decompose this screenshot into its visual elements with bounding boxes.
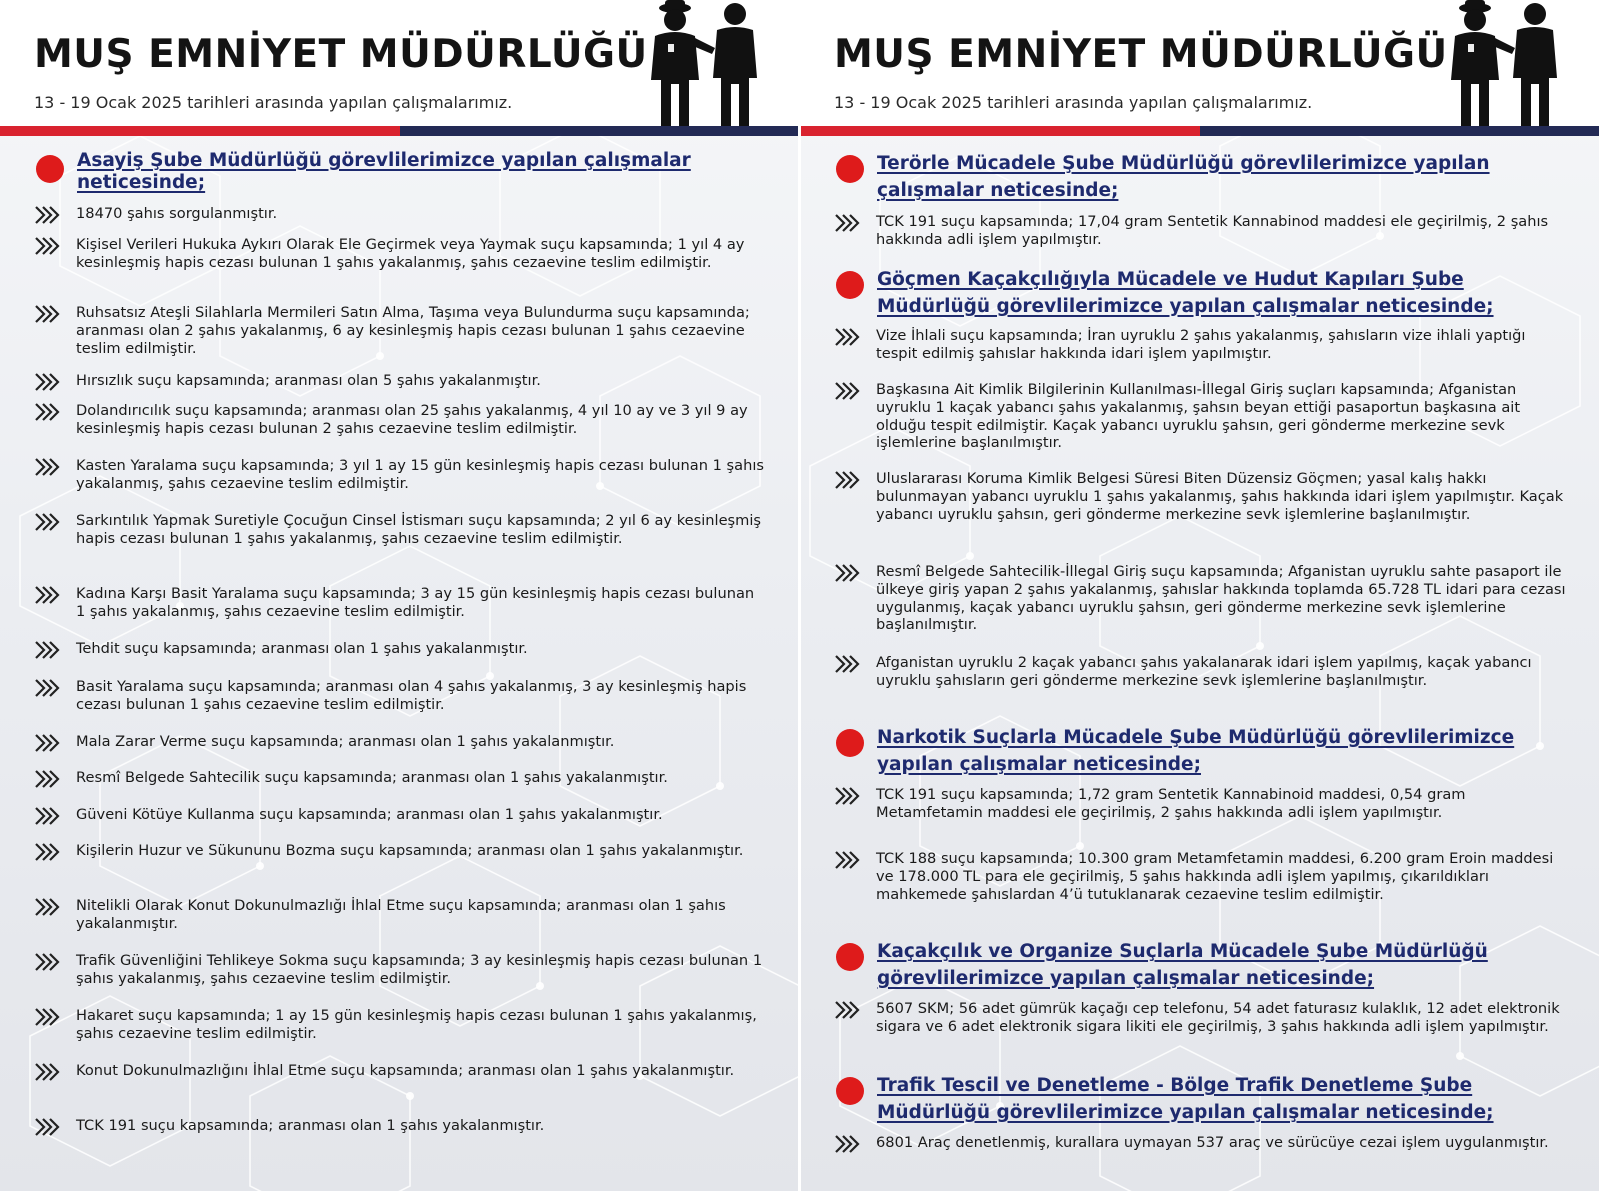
- header-subtitle: 13 - 19 Ocak 2025 tarihleri arasında yapılan çalışmalarımız.: [34, 93, 513, 112]
- double-chevron-icon: [34, 641, 66, 659]
- double-chevron-icon: [834, 851, 866, 869]
- police-officers-icon: [645, 0, 765, 126]
- red-dot-icon: [836, 729, 864, 757]
- header-stripe: [800, 126, 1599, 136]
- red-dot-icon: [836, 943, 864, 971]
- item-text: Güveni Kötüye Kullanma suçu kapsamında; aranması olan 1 şahıs yakalanmıştır.: [76, 806, 663, 823]
- section-title: Asayiş Şube Müdürlüğü görevlilerimizce yapılan çalışmalar neticesinde;: [77, 150, 691, 193]
- double-chevron-icon: [834, 564, 866, 582]
- double-chevron-icon: [34, 898, 66, 916]
- double-chevron-icon: [34, 513, 66, 531]
- double-chevron-icon: [34, 403, 66, 421]
- item-text: TCK 188 suçu kapsamında; 10.300 gram Metamfetamin maddesi, 6.200 gram Eroin maddesi ve 178.000 TL para ele geçirilmiş, 5 şahıs hakkında adli işlem yapılmış, çıkarıldıkları mahkemede şahıslardan 4’ü tutuklanarak cezaevine teslim edilmiştir.: [876, 850, 1554, 903]
- double-chevron-icon: [834, 471, 866, 489]
- item-text: Kişilerin Huzur ve Sükununu Bozma suçu kapsamında; aranması olan 1 şahıs yakalanmıştır.: [76, 842, 744, 859]
- police-officers-icon: [1445, 0, 1565, 126]
- item-text: Konut Dokunulmazlığını İhlal Etme suçu kapsamında; aranması olan 1 şahıs yakalanmıştır.: [76, 1062, 735, 1079]
- section-title: Narkotik Suçlarla Mücadele Şube Müdürlüğü görevlilerimizce yapılan çalışmalar neticesinde;: [877, 727, 1515, 775]
- item-text: TCK 191 suçu kapsamında; aranması olan 1 şahıs yakalanmıştır.: [76, 1117, 545, 1134]
- double-chevron-icon: [834, 328, 866, 346]
- item-text: TCK 191 suçu kapsamında; 17,04 gram Sentetik Kannabinod maddesi ele geçirilmiş, 2 şahıs hakkında adli işlem yapılmıştır.: [876, 213, 1549, 248]
- item-text: Resmî Belgede Sahtecilik-İllegal Giriş suçu kapsamında; Afganistan uyruklu sahte pasaport ile ülkeye giriş yapan 2 şahıs yakalanmış, şahıslar hakkında toplamda 65.728 TL idari para cezası uygulanmış, kaçak yabancı uyruklu şahsın, geri gönderme merkezine sevk işlemlerine başlanılmıştır.: [876, 563, 1566, 634]
- item-text: Resmî Belgede Sahtecilik suçu kapsamında; aranması olan 1 şahıs yakalanmıştır.: [76, 769, 668, 786]
- double-chevron-icon: [34, 373, 66, 391]
- double-chevron-icon: [834, 1135, 866, 1153]
- item-text: Basit Yaralama suçu kapsamında; aranması olan 4 şahıs yakalanmış, 3 ay kesinleşmiş hapis cezası bulunan 1 şahıs cezaevine teslim edilmiştir.: [76, 678, 747, 713]
- double-chevron-icon: [34, 770, 66, 788]
- item-text: Hakaret suçu kapsamında; 1 ay 15 gün kesinleşmiş hapis cezası bulunan 1 şahıs yakalanmış, şahıs cezaevine teslim edilmiştir.: [76, 1007, 757, 1042]
- item-text: 5607 SKM; 56 adet gümrük kaçağı cep telefonu, 54 adet faturasız kulaklık, 12 adet elektronik sigara ve 6 adet elektronik sigara likiti ele geçirilmiş, 3 şahıs hakkında adli işlem yapılmıştır.: [876, 1000, 1560, 1035]
- double-chevron-icon: [34, 458, 66, 476]
- item-text: Tehdit suçu kapsamında; aranması olan 1 şahıs yakalanmıştır.: [76, 640, 528, 657]
- item-text: Afganistan uyruklu 2 kaçak yabancı şahıs yakalanarak idari işlem yapılmış, kaçak yabancı uyruklu şahısların geri gönderme merkezine sevk işlemlerine başlanılmıştır.: [876, 654, 1532, 689]
- red-dot-icon: [836, 155, 864, 183]
- item-text: Dolandırıcılık suçu kapsamında; aranması olan 25 şahıs yakalanmış, 4 yıl 10 ay ve 3 yıl 9 ay kesinleşmiş hapis cezası bulunan 2 şahıs cezaevine teslim edilmiştir.: [76, 402, 748, 437]
- section-title: Kaçakçılık ve Organize Suçlarla Mücadele Şube Müdürlüğü görevlilerimizce yapılan çalışmalar neticesinde;: [877, 941, 1488, 989]
- item-text: Trafik Güvenliğini Tehlikeye Sokma suçu kapsamında; 3 ay kesinleşmiş hapis cezası bulunan 1 şahıs yakalanmış, şahıs cezaevine teslim edilmiştir.: [76, 952, 763, 987]
- double-chevron-icon: [34, 807, 66, 825]
- double-chevron-icon: [34, 586, 66, 604]
- double-chevron-icon: [34, 237, 66, 255]
- item-text: 6801 Araç denetlenmiş, kurallara uymayan 537 araç ve sürücüye cezai işlem uygulanmıştır.: [876, 1134, 1549, 1151]
- double-chevron-icon: [34, 734, 66, 752]
- item-text: Kadına Karşı Basit Yaralama suçu kapsamında; 3 ay 15 gün kesinleşmiş hapis cezası bulunan 1 şahıs yakalanmış, şahıs cezaevine teslim edilmiştir.: [76, 585, 755, 620]
- double-chevron-icon: [834, 214, 866, 232]
- double-chevron-icon: [34, 1008, 66, 1026]
- item-text: Kişisel Verileri Hukuka Aykırı Olarak Ele Geçirmek veya Yaymak suçu kapsamında; 1 yıl 4 ay kesinleşmiş hapis cezası bulunan 1 şahıs yakalanmış, şahıs cezaevine teslim edilmiştir.: [76, 236, 745, 271]
- header-stripe: [0, 126, 800, 136]
- item-text: Sarkıntılık Yapmak Suretiyle Çocuğun Cinsel İstismarı suçu kapsamında; 2 yıl 6 ay kesinleşmiş hapis cezası bulunan 1 şahıs yakalanmış, şahıs cezaevine teslim edilmiştir.: [76, 512, 762, 547]
- item-text: Başkasına Ait Kimlik Bilgilerinin Kullanılması-İllegal Giriş suçları kapsamında; Afganistan uyruklu 1 kaçak yabancı şahıs yakalanmış, şahsın beyan ettiği pasaportun başkasına ait olduğu tespit edilmiştir. Kaçak yabancı uyruklu şahsın, geri gönderme merkezine sevk işlemlerine başlanılmıştır.: [876, 381, 1521, 452]
- double-chevron-icon: [834, 1001, 866, 1019]
- double-chevron-icon: [34, 305, 66, 323]
- header: [0, 0, 800, 136]
- section-title: Trafik Tescil ve Denetleme - Bölge Trafik Denetleme Şube Müdürlüğü görevlilerimizce yapılan çalışmalar neticesinde;: [877, 1075, 1494, 1123]
- header-subtitle: 13 - 19 Ocak 2025 tarihleri arasında yapılan çalışmalarımız.: [834, 93, 1313, 112]
- red-dot-icon: [36, 155, 64, 183]
- header: [800, 0, 1599, 136]
- red-dot-icon: [836, 1077, 864, 1105]
- double-chevron-icon: [34, 1118, 66, 1136]
- red-dot-icon: [836, 271, 864, 299]
- item-text: Vize İhlali suçu kapsamında; İran uyruklu 2 şahıs yakalanmış, şahısların vize ihlali yaptığı tespit edilmiş şahıslar hakkında idari işlem yapılmıştır.: [876, 327, 1526, 362]
- double-chevron-icon: [34, 1063, 66, 1081]
- section-title: Terörle Mücadele Şube Müdürlüğü görevlilerimizce yapılan çalışmalar neticesinde;: [877, 153, 1490, 201]
- item-text: Hırsızlık suçu kapsamında; aranması olan 5 şahıs yakalanmıştır.: [76, 372, 541, 389]
- item-text: TCK 191 suçu kapsamında; 1,72 gram Sentetik Kannabinoid maddesi, 0,54 gram Metamfetamin maddesi ele geçirilmiş, 2 şahıs hakkında adli işlem yapılmıştır.: [876, 786, 1466, 821]
- header-title: MUŞ EMNİYET MÜDÜRLÜĞÜ: [34, 32, 648, 77]
- double-chevron-icon: [834, 655, 866, 673]
- double-chevron-icon: [834, 787, 866, 805]
- section-title: Göçmen Kaçakçılığıyla Mücadele ve Hudut Kapıları Şube Müdürlüğü görevlilerimizce yapılan çalışmalar neticesinde;: [877, 269, 1494, 317]
- double-chevron-icon: [834, 382, 866, 400]
- panel-divider: [798, 0, 801, 1191]
- item-text: Kasten Yaralama suçu kapsamında; 3 yıl 1 ay 15 gün kesinleşmiş hapis cezası bulunan 1 şahıs yakalanmış, şahıs cezaevine teslim edilmiştir.: [76, 457, 764, 492]
- item-text: Mala Zarar Verme suçu kapsamında; aranması olan 1 şahıs yakalanmıştır.: [76, 733, 615, 750]
- item-text: 18470 şahıs sorgulanmıştır.: [76, 205, 278, 222]
- item-text: Ruhsatsız Ateşli Silahlarla Mermileri Satın Alma, Taşıma veya Bulundurma suçu kapsamında; aranması olan 2 şahıs yakalanmış, 6 ay kesinleşmiş hapis cezası bulunan 1 şahıs cezaevine teslim edilmiştir.: [76, 304, 750, 357]
- header-title: MUŞ EMNİYET MÜDÜRLÜĞÜ: [834, 32, 1448, 77]
- item-text: Nitelikli Olarak Konut Dokunulmazlığı İhlal Etme suçu kapsamında; aranması olan 1 şahıs yakalanmıştır.: [76, 897, 726, 932]
- double-chevron-icon: [34, 206, 66, 224]
- double-chevron-icon: [34, 953, 66, 971]
- item-text: Uluslararası Koruma Kimlik Belgesi Süresi Biten Düzensiz Göçmen; yasal kalış hakkı bulunmayan yabancı uyruklu 1 şahıs yakalanmış, şahıs hakkında idari işlem yapılmıştır. Kaçak yabancı uyruklu şahsın, geri gönderme merkezine sevk işlemlerine başlanılmıştır.: [876, 470, 1564, 523]
- double-chevron-icon: [34, 843, 66, 861]
- right-panel: [800, 0, 1599, 1191]
- double-chevron-icon: [34, 679, 66, 697]
